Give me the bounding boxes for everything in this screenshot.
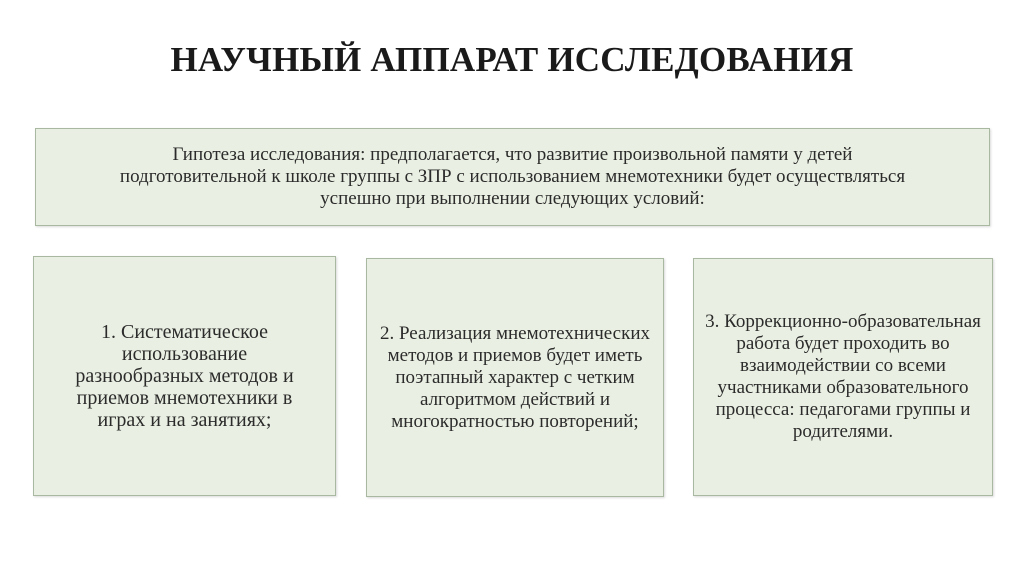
condition-box-1 xyxy=(33,256,336,496)
hypothesis-text: Гипотеза исследования: предполагается, что развитие произвольной памяти у детей подготовительной к школе группы с ЗПР с использованием мнемотехники будет осуществляться успешно при выполнении следующих условий: xyxy=(119,144,906,209)
condition-text-2: 2. Реализация мнемотехнических методов и приемов будет иметь поэтапный характер с четким алгоритмом действий и многократностью повторений; xyxy=(379,322,650,432)
hypothesis-box xyxy=(35,128,990,226)
slide-title: НАУЧНЫЙ АППАРАТ ИССЛЕДОВАНИЯ xyxy=(170,40,854,79)
condition-box-3 xyxy=(693,258,993,496)
condition-text-3: 3. Коррекционно-образовательная работа будет проходить во взаимодействии со всеми участниками образовательного процесса: педагогами группы и родителями. xyxy=(705,311,981,442)
condition-box-2 xyxy=(366,258,664,497)
condition-text-1: 1. Систематическое использование разнообразных методов и приемов мнемотехники в играх и на занятиях; xyxy=(75,321,294,431)
